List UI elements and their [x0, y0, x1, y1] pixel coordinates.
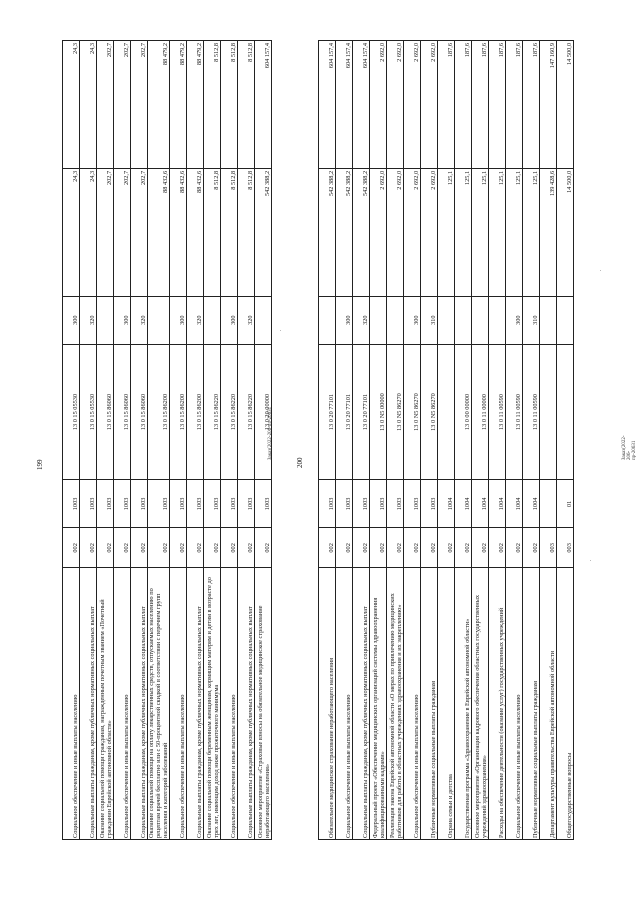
section-code-cell: 1003 — [148, 480, 170, 528]
amount-year-2-cell: 88 479,2 — [170, 41, 187, 169]
section-code-cell: 1003 — [255, 480, 272, 528]
expense-type-cell — [438, 296, 455, 344]
amount-year-2-cell: 187,6 — [489, 41, 506, 169]
target-article-cell: 13 0 N5 86270 — [421, 344, 438, 480]
table-row — [387, 41, 404, 840]
amount-year-2-cell: 8 512,8 — [238, 41, 255, 169]
amount-year-2-cell: 604 157,4 — [336, 41, 353, 169]
section-code-cell: 1003 — [204, 480, 221, 528]
row-name-cell: Расходы на обеспечение деятельности (оказание услуг) государственных учреждений — [489, 568, 506, 840]
target-article-cell: 13 0 20 77101 — [319, 344, 336, 480]
amount-year-1-cell: 202,7 — [131, 168, 148, 296]
expense-type-cell: 310 — [421, 296, 438, 344]
table-row — [557, 41, 574, 840]
table-row — [421, 41, 438, 840]
scan-speck — [280, 330, 281, 331]
ministry-code-cell: 002 — [204, 528, 221, 568]
section-code-cell: 1003 — [404, 480, 421, 528]
row-name-cell: Основное мероприятие «Страховые взносы на обязательное медицинское страхование неработающего населения» — [255, 568, 272, 840]
amount-year-1-cell: 542 388,2 — [255, 168, 272, 296]
amount-year-1-cell: 125,1 — [523, 168, 540, 296]
amount-year-2-cell: 187,6 — [523, 41, 540, 169]
expense-type-cell: 320 — [187, 296, 204, 344]
amount-year-1-cell: 202,7 — [114, 168, 131, 296]
amount-year-2-cell: 2 692,0 — [370, 41, 387, 169]
target-article-cell: 13 0 15 86200 — [187, 344, 204, 480]
amount-year-1-cell: 24,3 — [63, 168, 80, 296]
table-row — [221, 41, 238, 840]
section-code-cell: 1004 — [489, 480, 506, 528]
table-row — [204, 41, 221, 840]
amount-year-2-cell: 202,7 — [97, 41, 114, 169]
target-article-cell: 13 0 15 86220 — [238, 344, 255, 480]
amount-year-2-cell: 88 479,2 — [148, 41, 170, 169]
row-name-cell: Социальные выплаты гражданам, кроме публичных нормативных социальных выплат — [80, 568, 97, 840]
ministry-code-cell: 002 — [404, 528, 421, 568]
table-row — [187, 41, 204, 840]
row-name-cell: Федеральный проект «Обеспечение медицинских организаций системы здравоохранения квалифицированными кадрами» — [370, 568, 387, 840]
section-code-cell: 1003 — [170, 480, 187, 528]
row-name-cell: Оказание социальной помощи на оплату лекарственных средств, отпускаемых населению по рецептам врачей бесплатно или с 50-процентной скидкой в соответствии с перечнем групп населения и категорий заболеваний — [148, 568, 170, 840]
target-article-cell: 13 0 00 00000 — [455, 344, 472, 480]
amount-year-2-cell: 147 160,9 — [540, 41, 557, 169]
target-article-cell: 13 0 20 00000 — [255, 344, 272, 480]
row-name-cell: Социальные выплаты гражданам, кроме публичных нормативных социальных выплат — [187, 568, 204, 840]
ministry-code-cell: 002 — [255, 528, 272, 568]
expense-type-cell — [204, 296, 221, 344]
expense-type-cell: 300 — [114, 296, 131, 344]
section-code-cell: 1003 — [370, 480, 387, 528]
section-code-cell: 1003 — [421, 480, 438, 528]
ministry-code-cell: 002 — [438, 528, 455, 568]
ministry-code-cell: 002 — [170, 528, 187, 568]
table-row — [336, 41, 353, 840]
amount-year-1-cell: 2 692,0 — [387, 168, 404, 296]
target-article-cell: 13 0 20 77101 — [336, 344, 353, 480]
amount-year-1-cell: 2 692,0 — [370, 168, 387, 296]
amount-year-2-cell: 2 692,0 — [421, 41, 438, 169]
target-article-cell: 13 0 15 86060 — [114, 344, 131, 480]
amount-year-1-cell: 8 512,8 — [204, 168, 221, 296]
table-row — [97, 41, 114, 840]
ministry-code-cell: 002 — [387, 528, 404, 568]
target-article-cell: 13 0 15 05530 — [63, 344, 80, 480]
row-name-cell: Обязательное медицинское страхование неработающего населения — [319, 568, 336, 840]
ministry-code-cell: 002 — [131, 528, 148, 568]
row-name-cell: Реализация закона Еврейской автономной области «О мерах по привлечению медицинских работников для работы в областных учреждениях здравоохранения и их закреплению» — [387, 568, 404, 840]
row-name-cell: Оказание социальной помощи гражданам, награжденным почетным званием «Почетный гражданин Еврейской автономной области» — [97, 568, 114, 840]
section-code-cell: 1003 — [336, 480, 353, 528]
section-code-cell: 1003 — [387, 480, 404, 528]
section-code-cell: 1003 — [80, 480, 97, 528]
expense-type-cell — [148, 296, 170, 344]
row-name-cell: Социальное обеспечение и иные выплаты населению — [506, 568, 523, 840]
table-row — [540, 41, 557, 840]
target-article-cell: 13 0 15 86200 — [170, 344, 187, 480]
expense-type-cell — [97, 296, 114, 344]
ministry-code-cell: 002 — [221, 528, 238, 568]
target-article-cell: 13 0 15 86060 — [97, 344, 114, 480]
target-article-cell: 13 0 15 86200 — [148, 344, 170, 480]
expense-type-cell — [472, 296, 489, 344]
table-row — [148, 41, 170, 840]
section-code-cell: 1003 — [221, 480, 238, 528]
row-name-cell: Социальные выплаты гражданам, кроме публичных нормативных социальных выплат — [131, 568, 148, 840]
budget-table — [318, 40, 574, 840]
ministry-code-cell: 003 — [540, 528, 557, 568]
row-name-cell: Публичные нормативные социальные выплаты гражданам — [421, 568, 438, 840]
expense-type-cell: 300 — [404, 296, 421, 344]
target-article-cell: 13 0 20 77101 — [353, 344, 370, 480]
target-article-cell: 13 0 15 05530 — [80, 344, 97, 480]
section-code-cell: 1004 — [506, 480, 523, 528]
target-article-cell: 13 0 11 00000 — [472, 344, 489, 480]
order-code-left: Заказ(2022-206-пр-20631 — [268, 406, 273, 460]
amount-year-2-cell: 604 157,4 — [319, 41, 336, 169]
ministry-code-cell: 002 — [114, 528, 131, 568]
expense-type-cell — [370, 296, 387, 344]
amount-year-1-cell: 125,1 — [472, 168, 489, 296]
ministry-code-cell: 002 — [353, 528, 370, 568]
amount-year-1-cell: 88 432,6 — [148, 168, 170, 296]
amount-year-1-cell: 125,1 — [438, 168, 455, 296]
table-row — [506, 41, 523, 840]
amount-year-2-cell: 187,6 — [506, 41, 523, 169]
section-code-cell: 1003 — [238, 480, 255, 528]
expense-type-cell — [455, 296, 472, 344]
section-code-cell: 1004 — [523, 480, 540, 528]
amount-year-2-cell: 604 157,4 — [255, 41, 272, 169]
amount-year-1-cell: 88 432,6 — [170, 168, 187, 296]
ministry-code-cell: 002 — [506, 528, 523, 568]
row-name-cell: Социальное обеспечение и иные выплаты населению — [170, 568, 187, 840]
target-article-cell: 13 0 11 00590 — [489, 344, 506, 480]
row-name-cell: Социальное обеспечение и иные выплаты населению — [221, 568, 238, 840]
target-article-cell: 13 0 11 00590 — [506, 344, 523, 480]
page-number-right: 200 — [296, 457, 304, 468]
expense-type-cell: 320 — [131, 296, 148, 344]
target-article-cell: 13 0 N5 86270 — [404, 344, 421, 480]
amount-year-2-cell: 88 479,2 — [187, 41, 204, 169]
ministry-code-cell: 002 — [63, 528, 80, 568]
budget-table — [62, 40, 272, 840]
ministry-code-cell: 002 — [148, 528, 170, 568]
amount-year-1-cell: 14 500,0 — [557, 168, 574, 296]
amount-year-1-cell: 2 692,0 — [404, 168, 421, 296]
row-name-cell: Публичные нормативные социальные выплаты гражданам — [523, 568, 540, 840]
amount-year-1-cell: 542 388,2 — [353, 168, 370, 296]
amount-year-1-cell: 125,1 — [455, 168, 472, 296]
amount-year-2-cell: 202,7 — [131, 41, 148, 169]
expense-type-cell — [489, 296, 506, 344]
row-name-cell: Государственная программа «Здравоохранение в Еврейской автономной области» — [455, 568, 472, 840]
amount-year-1-cell: 88 432,6 — [187, 168, 204, 296]
table-row — [370, 41, 387, 840]
target-article-cell: 13 0 11 00590 — [523, 344, 540, 480]
amount-year-2-cell: 24,3 — [80, 41, 97, 169]
amount-year-1-cell: 8 512,8 — [238, 168, 255, 296]
budget-table-page-199 — [62, 40, 272, 840]
target-article-cell — [557, 344, 574, 480]
ministry-code-cell: 002 — [97, 528, 114, 568]
expense-type-cell: 320 — [238, 296, 255, 344]
amount-year-2-cell: 8 512,8 — [204, 41, 221, 169]
table-row — [404, 41, 421, 840]
amount-year-2-cell: 187,6 — [472, 41, 489, 169]
table-row — [131, 41, 148, 840]
section-code-cell: 01 — [557, 480, 574, 528]
table-row — [489, 41, 506, 840]
amount-year-1-cell: 125,1 — [506, 168, 523, 296]
order-code-right: Заказ(2022-206-пр-20631 — [622, 435, 637, 460]
section-code-cell: 1003 — [131, 480, 148, 528]
amount-year-1-cell: 125,1 — [489, 168, 506, 296]
table-row — [170, 41, 187, 840]
table-row — [523, 41, 540, 840]
ministry-code-cell: 002 — [187, 528, 204, 568]
table-row — [438, 41, 455, 840]
section-code-cell — [540, 480, 557, 528]
table-row — [80, 41, 97, 840]
row-name-cell: Социальное обеспечение и иные выплаты населению — [404, 568, 421, 840]
section-code-cell: 1003 — [187, 480, 204, 528]
row-name-cell: Общегосударственные вопросы — [557, 568, 574, 840]
ministry-code-cell: 002 — [80, 528, 97, 568]
section-code-cell: 1004 — [455, 480, 472, 528]
amount-year-1-cell: 139 428,6 — [540, 168, 557, 296]
ministry-code-cell: 002 — [336, 528, 353, 568]
table-row — [455, 41, 472, 840]
section-code-cell: 1003 — [114, 480, 131, 528]
target-article-cell: 13 0 N5 00000 — [370, 344, 387, 480]
amount-year-2-cell: 24,3 — [63, 41, 80, 169]
row-name-cell: Социальные выплаты гражданам, кроме публичных нормативных социальных выплат — [238, 568, 255, 840]
expense-type-cell: 310 — [523, 296, 540, 344]
expense-type-cell: 300 — [170, 296, 187, 344]
amount-year-2-cell: 2 692,0 — [404, 41, 421, 169]
amount-year-1-cell: 542 388,2 — [319, 168, 336, 296]
target-article-cell — [438, 344, 455, 480]
section-code-cell: 1004 — [438, 480, 455, 528]
expense-type-cell: 320 — [353, 296, 370, 344]
expense-type-cell: 300 — [63, 296, 80, 344]
ministry-code-cell: 002 — [455, 528, 472, 568]
section-code-cell: 1003 — [63, 480, 80, 528]
ministry-code-cell: 002 — [489, 528, 506, 568]
amount-year-2-cell: 2 692,0 — [387, 41, 404, 169]
page-number-left: 199 — [36, 459, 44, 470]
section-code-cell: 1004 — [472, 480, 489, 528]
table-row — [472, 41, 489, 840]
ministry-code-cell: 002 — [319, 528, 336, 568]
ministry-code-cell: 002 — [370, 528, 387, 568]
amount-year-1-cell: 2 692,0 — [421, 168, 438, 296]
ministry-code-cell: 002 — [238, 528, 255, 568]
table-row — [353, 41, 370, 840]
row-name-cell: Оказание социальной помощи беременным женщинам, кормящим матерям и детям в возрасте до трех лет, имеющим доход ниже прожиточного минимума — [204, 568, 221, 840]
expense-type-cell — [540, 296, 557, 344]
scan-speck — [590, 560, 591, 561]
row-name-cell: Социальные выплаты гражданам, кроме публичных нормативных социальных выплат — [353, 568, 370, 840]
amount-year-2-cell: 187,6 — [455, 41, 472, 169]
scan-speck — [600, 270, 601, 271]
target-article-cell: 13 0 N5 86270 — [387, 344, 404, 480]
table-row — [238, 41, 255, 840]
amount-year-2-cell: 14 500,0 — [557, 41, 574, 169]
amount-year-1-cell: 542 388,2 — [336, 168, 353, 296]
row-name-cell: Департамент культуры правительства Еврейской автономной области — [540, 568, 557, 840]
amount-year-2-cell: 8 512,8 — [221, 41, 238, 169]
target-article-cell: 13 0 15 86220 — [204, 344, 221, 480]
table-row — [63, 41, 80, 840]
ministry-code-cell: 003 — [557, 528, 574, 568]
row-name-cell: Социальное обеспечение и иные выплаты населению — [63, 568, 80, 840]
amount-year-2-cell: 202,7 — [114, 41, 131, 169]
section-code-cell: 1003 — [353, 480, 370, 528]
target-article-cell — [540, 344, 557, 480]
expense-type-cell — [319, 296, 336, 344]
expense-type-cell: 300 — [336, 296, 353, 344]
ministry-code-cell: 002 — [421, 528, 438, 568]
ministry-code-cell: 002 — [523, 528, 540, 568]
ministry-code-cell: 002 — [472, 528, 489, 568]
expense-type-cell — [387, 296, 404, 344]
row-name-cell: Социальное обеспечение и иные выплаты населению — [114, 568, 131, 840]
table-row — [319, 41, 336, 840]
expense-type-cell: 320 — [80, 296, 97, 344]
row-name-cell: Социальное обеспечение и иные выплаты населению — [336, 568, 353, 840]
amount-year-1-cell: 8 512,8 — [221, 168, 238, 296]
budget-table-page-200 — [318, 40, 574, 840]
section-code-cell: 1003 — [97, 480, 114, 528]
amount-year-1-cell: 24,3 — [80, 168, 97, 296]
target-article-cell: 13 0 15 86220 — [221, 344, 238, 480]
row-name-cell: Охрана семьи и детства — [438, 568, 455, 840]
expense-type-cell: 300 — [221, 296, 238, 344]
expense-type-cell — [557, 296, 574, 344]
row-name-cell: Основное мероприятие «Организация кадрового обеспечения областных государственных учреждений здравоохранения» — [472, 568, 489, 840]
expense-type-cell: 300 — [506, 296, 523, 344]
expense-type-cell — [255, 296, 272, 344]
target-article-cell: 13 0 15 86060 — [131, 344, 148, 480]
amount-year-2-cell: 187,6 — [438, 41, 455, 169]
table-row — [114, 41, 131, 840]
section-code-cell: 1003 — [319, 480, 336, 528]
amount-year-1-cell: 202,7 — [97, 168, 114, 296]
amount-year-2-cell: 604 157,4 — [353, 41, 370, 169]
